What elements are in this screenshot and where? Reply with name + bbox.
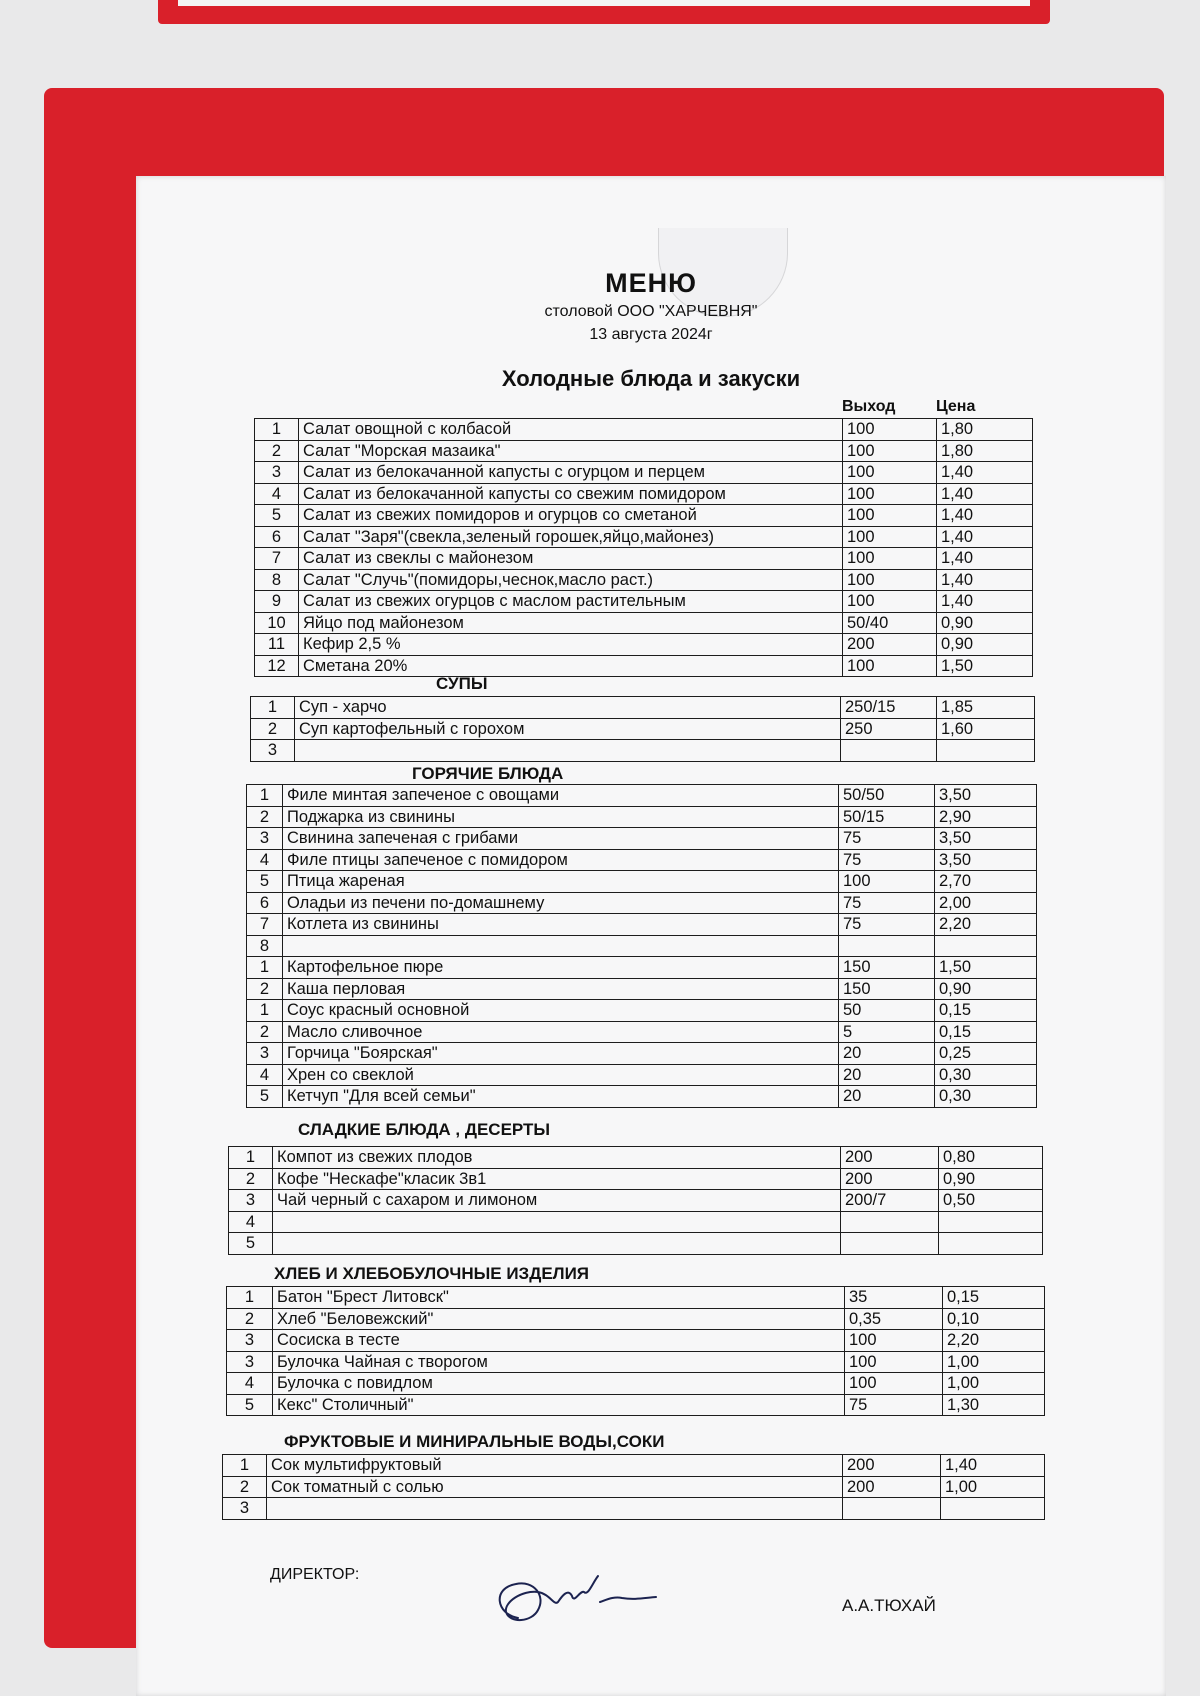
table-row bbox=[247, 871, 1037, 893]
dish-name: Салат овощной с колбасой bbox=[299, 419, 843, 441]
row-number: 11 bbox=[255, 634, 299, 656]
dish-price: 2,00 bbox=[935, 892, 1037, 914]
dish-output: 100 bbox=[843, 548, 937, 570]
dish-name: Оладьи из печени по-домашнему bbox=[283, 892, 839, 914]
dish-output bbox=[841, 1233, 939, 1255]
dish-price: 0,80 bbox=[939, 1147, 1043, 1169]
dish-price: 0,15 bbox=[943, 1287, 1045, 1309]
dish-output: 100 bbox=[843, 419, 937, 441]
table-row bbox=[247, 978, 1037, 1000]
dish-name bbox=[283, 935, 839, 957]
dish-price: 2,90 bbox=[935, 806, 1037, 828]
menu-date: 13 августа 2024г bbox=[589, 326, 713, 343]
dish-output: 50/40 bbox=[843, 612, 937, 634]
dish-price: 1,50 bbox=[935, 957, 1037, 979]
dish-name: Чай черный с сахаром и лимоном bbox=[273, 1190, 841, 1212]
dish-price: 3,50 bbox=[935, 785, 1037, 807]
dish-price: 1,00 bbox=[943, 1373, 1045, 1395]
dish-name: Компот из свежих плодов bbox=[273, 1147, 841, 1169]
dish-name: Сосиска в тесте bbox=[273, 1330, 845, 1352]
dish-price: 1,40 bbox=[937, 526, 1033, 548]
dish-output: 75 bbox=[839, 849, 935, 871]
dish-price: 0,30 bbox=[935, 1086, 1037, 1108]
row-number: 12 bbox=[255, 655, 299, 677]
dish-name: Сметана 20% bbox=[299, 655, 843, 677]
dish-name: Салат из свежих помидоров и огурцов со сметаной bbox=[299, 505, 843, 527]
dish-price bbox=[939, 1211, 1043, 1233]
row-number: 2 bbox=[223, 1476, 267, 1498]
dish-price: 0,90 bbox=[939, 1168, 1043, 1190]
table-row bbox=[247, 914, 1037, 936]
table-row bbox=[247, 806, 1037, 828]
dish-price: 1,40 bbox=[937, 591, 1033, 613]
table-row bbox=[227, 1394, 1045, 1416]
dish-output: 100 bbox=[845, 1373, 943, 1395]
row-number: 1 bbox=[223, 1455, 267, 1477]
dish-output: 100 bbox=[843, 440, 937, 462]
dish-name: Картофельное пюре bbox=[283, 957, 839, 979]
row-number: 1 bbox=[255, 419, 299, 441]
table-row bbox=[227, 1373, 1045, 1395]
dish-name bbox=[273, 1211, 841, 1233]
table-row bbox=[255, 505, 1033, 527]
table-row bbox=[247, 935, 1037, 957]
dish-price: 0,90 bbox=[937, 612, 1033, 634]
row-number: 3 bbox=[229, 1190, 273, 1212]
table-row bbox=[247, 849, 1037, 871]
dish-name: Каша перловая bbox=[283, 978, 839, 1000]
dish-name: Соус красный основной bbox=[283, 1000, 839, 1022]
row-number: 5 bbox=[227, 1394, 273, 1416]
dish-name: Салат "Морская мазаика" bbox=[299, 440, 843, 462]
dish-output: 50 bbox=[839, 1000, 935, 1022]
table-row bbox=[223, 1498, 1045, 1520]
section-bread-title: ХЛЕБ И ХЛЕБОБУЛОЧНЫЕ ИЗДЕЛИЯ bbox=[274, 1264, 590, 1283]
dish-price: 0,25 bbox=[935, 1043, 1037, 1065]
dish-price bbox=[939, 1233, 1043, 1255]
table-row bbox=[255, 526, 1033, 548]
dish-output bbox=[839, 935, 935, 957]
top-holder-paper bbox=[178, 0, 1030, 6]
table-row bbox=[223, 1476, 1045, 1498]
row-number: 7 bbox=[255, 548, 299, 570]
dish-output bbox=[841, 740, 937, 762]
dish-output: 100 bbox=[843, 569, 937, 591]
dish-output: 75 bbox=[839, 914, 935, 936]
section-soups-title: СУПЫ bbox=[436, 674, 488, 693]
row-number: 6 bbox=[247, 892, 283, 914]
table-row bbox=[255, 548, 1033, 570]
dish-price: 0,15 bbox=[935, 1000, 1037, 1022]
row-number: 2 bbox=[247, 806, 283, 828]
dish-name: Филе птицы запеченое с помидором bbox=[283, 849, 839, 871]
row-number: 1 bbox=[229, 1147, 273, 1169]
row-number: 4 bbox=[227, 1373, 273, 1395]
dish-output: 100 bbox=[845, 1351, 943, 1373]
dish-name: Кефир 2,5 % bbox=[299, 634, 843, 656]
dish-name: Сок мультифруктовый bbox=[267, 1455, 843, 1477]
dish-output: 250 bbox=[841, 718, 937, 740]
row-number: 9 bbox=[255, 591, 299, 613]
dish-price: 1,60 bbox=[937, 718, 1035, 740]
dish-name: Суп картофельный с горохом bbox=[295, 718, 841, 740]
section-hot-title: ГОРЯЧИЕ БЛЮДА bbox=[412, 764, 564, 783]
dish-price bbox=[935, 935, 1037, 957]
dish-price: 2,20 bbox=[943, 1330, 1045, 1352]
table-row bbox=[247, 892, 1037, 914]
dish-name: Салат из белокачанной капусты со свежим помидором bbox=[299, 483, 843, 505]
hot-dishes-table bbox=[246, 784, 1037, 1108]
table-row bbox=[227, 1308, 1045, 1330]
dish-name: Птица жареная bbox=[283, 871, 839, 893]
row-number: 3 bbox=[227, 1351, 273, 1373]
dish-price: 0,15 bbox=[935, 1021, 1037, 1043]
dish-price: 0,30 bbox=[935, 1064, 1037, 1086]
row-number: 2 bbox=[247, 978, 283, 1000]
table-row bbox=[251, 740, 1035, 762]
section-desserts-title: СЛАДКИЕ БЛЮДА , ДЕСЕРТЫ bbox=[298, 1120, 551, 1139]
dish-output: 5 bbox=[839, 1021, 935, 1043]
section-drinks-title: ФРУКТОВЫЕ И МИНИРАЛЬНЫЕ ВОДЫ,СОКИ bbox=[284, 1432, 665, 1451]
row-number: 3 bbox=[251, 740, 295, 762]
dish-output: 100 bbox=[845, 1330, 943, 1352]
dish-name: Хлеб "Беловежский" bbox=[273, 1308, 845, 1330]
dish-price bbox=[937, 740, 1035, 762]
dish-price: 1,00 bbox=[943, 1351, 1045, 1373]
row-number: 3 bbox=[247, 1043, 283, 1065]
row-number: 5 bbox=[229, 1233, 273, 1255]
table-row bbox=[247, 1000, 1037, 1022]
column-price: Цена bbox=[936, 398, 976, 415]
table-row bbox=[255, 569, 1033, 591]
dish-output: 100 bbox=[843, 462, 937, 484]
dish-price: 3,50 bbox=[935, 828, 1037, 850]
dish-name: Салат из свеклы с майонезом bbox=[299, 548, 843, 570]
row-number: 2 bbox=[229, 1168, 273, 1190]
row-number: 3 bbox=[227, 1330, 273, 1352]
dish-price: 1,85 bbox=[937, 697, 1035, 719]
table-row bbox=[255, 634, 1033, 656]
dish-price: 0,90 bbox=[937, 634, 1033, 656]
row-number: 7 bbox=[247, 914, 283, 936]
dish-price: 1,80 bbox=[937, 440, 1033, 462]
dish-name: Булочка с повидлом bbox=[273, 1373, 845, 1395]
dish-price: 1,40 bbox=[937, 483, 1033, 505]
dish-price: 0,10 bbox=[943, 1308, 1045, 1330]
dish-price: 0,50 bbox=[939, 1190, 1043, 1212]
dish-price: 0,90 bbox=[935, 978, 1037, 1000]
page-title: МЕНЮ bbox=[605, 268, 697, 298]
row-number: 4 bbox=[247, 1064, 283, 1086]
dish-output: 20 bbox=[839, 1064, 935, 1086]
dish-output: 150 bbox=[839, 978, 935, 1000]
table-row bbox=[229, 1211, 1043, 1233]
table-row bbox=[255, 483, 1033, 505]
table-row bbox=[229, 1168, 1043, 1190]
table-row bbox=[247, 1043, 1037, 1065]
row-number: 8 bbox=[247, 935, 283, 957]
dish-output bbox=[843, 1498, 941, 1520]
table-row bbox=[255, 419, 1033, 441]
row-number: 2 bbox=[247, 1021, 283, 1043]
dish-name: Хрен со свеклой bbox=[283, 1064, 839, 1086]
dish-output: 35 bbox=[845, 1287, 943, 1309]
dish-price: 1,00 bbox=[941, 1476, 1045, 1498]
dish-output: 200 bbox=[843, 1476, 941, 1498]
dish-name bbox=[273, 1233, 841, 1255]
dish-output: 75 bbox=[839, 892, 935, 914]
dish-price: 2,70 bbox=[935, 871, 1037, 893]
table-row bbox=[247, 1021, 1037, 1043]
row-number: 1 bbox=[227, 1287, 273, 1309]
dish-name: Булочка Чайная с творогом bbox=[273, 1351, 845, 1373]
dish-name: Салат "Заря"(свекла,зеленый горошек,яйцо,майонез) bbox=[299, 526, 843, 548]
dish-price: 1,40 bbox=[941, 1455, 1045, 1477]
row-number: 1 bbox=[251, 697, 295, 719]
director-label: ДИРЕКТОР: bbox=[270, 1566, 360, 1583]
dish-output: 250/15 bbox=[841, 697, 937, 719]
dish-name: Кофе "Нескафе"класик 3в1 bbox=[273, 1168, 841, 1190]
row-number: 2 bbox=[251, 718, 295, 740]
dish-price: 1,40 bbox=[937, 505, 1033, 527]
dish-name: Филе минтая запеченое с овощами bbox=[283, 785, 839, 807]
dish-output: 100 bbox=[843, 591, 937, 613]
table-row bbox=[229, 1233, 1043, 1255]
dish-output: 200 bbox=[841, 1168, 939, 1190]
row-number: 2 bbox=[227, 1308, 273, 1330]
dish-name: Котлета из свинины bbox=[283, 914, 839, 936]
table-row bbox=[247, 785, 1037, 807]
dish-output: 100 bbox=[843, 505, 937, 527]
dish-output: 200 bbox=[843, 1455, 941, 1477]
row-number: 1 bbox=[247, 957, 283, 979]
dish-price: 1,40 bbox=[937, 548, 1033, 570]
dish-name: Горчица "Боярская" bbox=[283, 1043, 839, 1065]
dish-output: 100 bbox=[839, 871, 935, 893]
row-number: 4 bbox=[255, 483, 299, 505]
dish-price: 1,80 bbox=[937, 419, 1033, 441]
table-row bbox=[247, 1064, 1037, 1086]
drinks-table bbox=[222, 1454, 1045, 1520]
row-number: 8 bbox=[255, 569, 299, 591]
dish-output bbox=[841, 1211, 939, 1233]
row-number: 3 bbox=[255, 462, 299, 484]
bread-table bbox=[226, 1286, 1045, 1416]
dish-price bbox=[941, 1498, 1045, 1520]
dish-name: Масло сливочное bbox=[283, 1021, 839, 1043]
table-row bbox=[255, 655, 1033, 677]
section-cold-title: Холодные блюда и закуски bbox=[501, 366, 801, 391]
dish-name: Кекс" Столичный" bbox=[273, 1394, 845, 1416]
dish-name: Салат "Случь"(помидоры,чеснок,масло раст.) bbox=[299, 569, 843, 591]
row-number: 1 bbox=[247, 1000, 283, 1022]
soups-table bbox=[250, 696, 1035, 762]
table-row bbox=[247, 957, 1037, 979]
table-row bbox=[227, 1287, 1045, 1309]
dish-name: Суп - харчо bbox=[295, 697, 841, 719]
dish-price: 2,20 bbox=[935, 914, 1037, 936]
dish-output: 20 bbox=[839, 1043, 935, 1065]
dish-price: 1,50 bbox=[937, 655, 1033, 677]
dish-price: 3,50 bbox=[935, 849, 1037, 871]
row-number: 1 bbox=[247, 785, 283, 807]
dish-output: 50/15 bbox=[839, 806, 935, 828]
table-row bbox=[229, 1190, 1043, 1212]
dish-output: 200 bbox=[841, 1147, 939, 1169]
desserts-table bbox=[228, 1146, 1043, 1255]
dish-name: Батон "Брест Литовск" bbox=[273, 1287, 845, 1309]
row-number: 5 bbox=[247, 871, 283, 893]
dish-name: Поджарка из свинины bbox=[283, 806, 839, 828]
dish-price: 1,30 bbox=[943, 1394, 1045, 1416]
cold-dishes-table bbox=[254, 418, 1033, 677]
table-row bbox=[227, 1330, 1045, 1352]
table-row bbox=[247, 1086, 1037, 1108]
director-signature bbox=[488, 1566, 658, 1636]
dish-output: 150 bbox=[839, 957, 935, 979]
row-number: 5 bbox=[247, 1086, 283, 1108]
table-row bbox=[247, 828, 1037, 850]
row-number: 5 bbox=[255, 505, 299, 527]
dish-name: Салат из свежих огурцов с маслом растительным bbox=[299, 591, 843, 613]
dish-name: Сок томатный с солью bbox=[267, 1476, 843, 1498]
row-number: 2 bbox=[255, 440, 299, 462]
row-number: 10 bbox=[255, 612, 299, 634]
menu-sheet bbox=[136, 176, 1166, 1696]
column-output: Выход bbox=[842, 398, 896, 415]
table-row bbox=[255, 440, 1033, 462]
table-row bbox=[251, 718, 1035, 740]
row-number: 4 bbox=[247, 849, 283, 871]
dish-output: 75 bbox=[839, 828, 935, 850]
row-number: 3 bbox=[247, 828, 283, 850]
row-number: 3 bbox=[223, 1498, 267, 1520]
table-row bbox=[255, 612, 1033, 634]
row-number: 6 bbox=[255, 526, 299, 548]
dish-name: Свинина запеченая с грибами bbox=[283, 828, 839, 850]
dish-output: 100 bbox=[843, 483, 937, 505]
dish-output: 50/50 bbox=[839, 785, 935, 807]
dish-output: 75 bbox=[845, 1394, 943, 1416]
dish-name: Кетчуп "Для всей семьи" bbox=[283, 1086, 839, 1108]
top-menu-holder bbox=[158, 0, 1050, 24]
table-row bbox=[223, 1455, 1045, 1477]
row-number: 4 bbox=[229, 1211, 273, 1233]
table-row bbox=[229, 1147, 1043, 1169]
red-menu-holder bbox=[44, 88, 1164, 1648]
table-row bbox=[255, 462, 1033, 484]
dish-name: Яйцо под майонезом bbox=[299, 612, 843, 634]
dish-output: 100 bbox=[843, 655, 937, 677]
table-row bbox=[251, 697, 1035, 719]
dish-price: 1,40 bbox=[937, 569, 1033, 591]
dish-name bbox=[295, 740, 841, 762]
director-name: А.А.ТЮХАЙ bbox=[842, 1596, 936, 1615]
dish-output: 20 bbox=[839, 1086, 935, 1108]
dish-output: 0,35 bbox=[845, 1308, 943, 1330]
canteen-name: столовой ООО "ХАРЧЕВНЯ" bbox=[544, 303, 758, 320]
dish-output: 200 bbox=[843, 634, 937, 656]
dish-output: 100 bbox=[843, 526, 937, 548]
dish-name: Салат из белокачанной капусты с огурцом и перцем bbox=[299, 462, 843, 484]
dish-output: 200/7 bbox=[841, 1190, 939, 1212]
dish-name bbox=[267, 1498, 843, 1520]
dish-price: 1,40 bbox=[937, 462, 1033, 484]
table-row bbox=[227, 1351, 1045, 1373]
table-row bbox=[255, 591, 1033, 613]
